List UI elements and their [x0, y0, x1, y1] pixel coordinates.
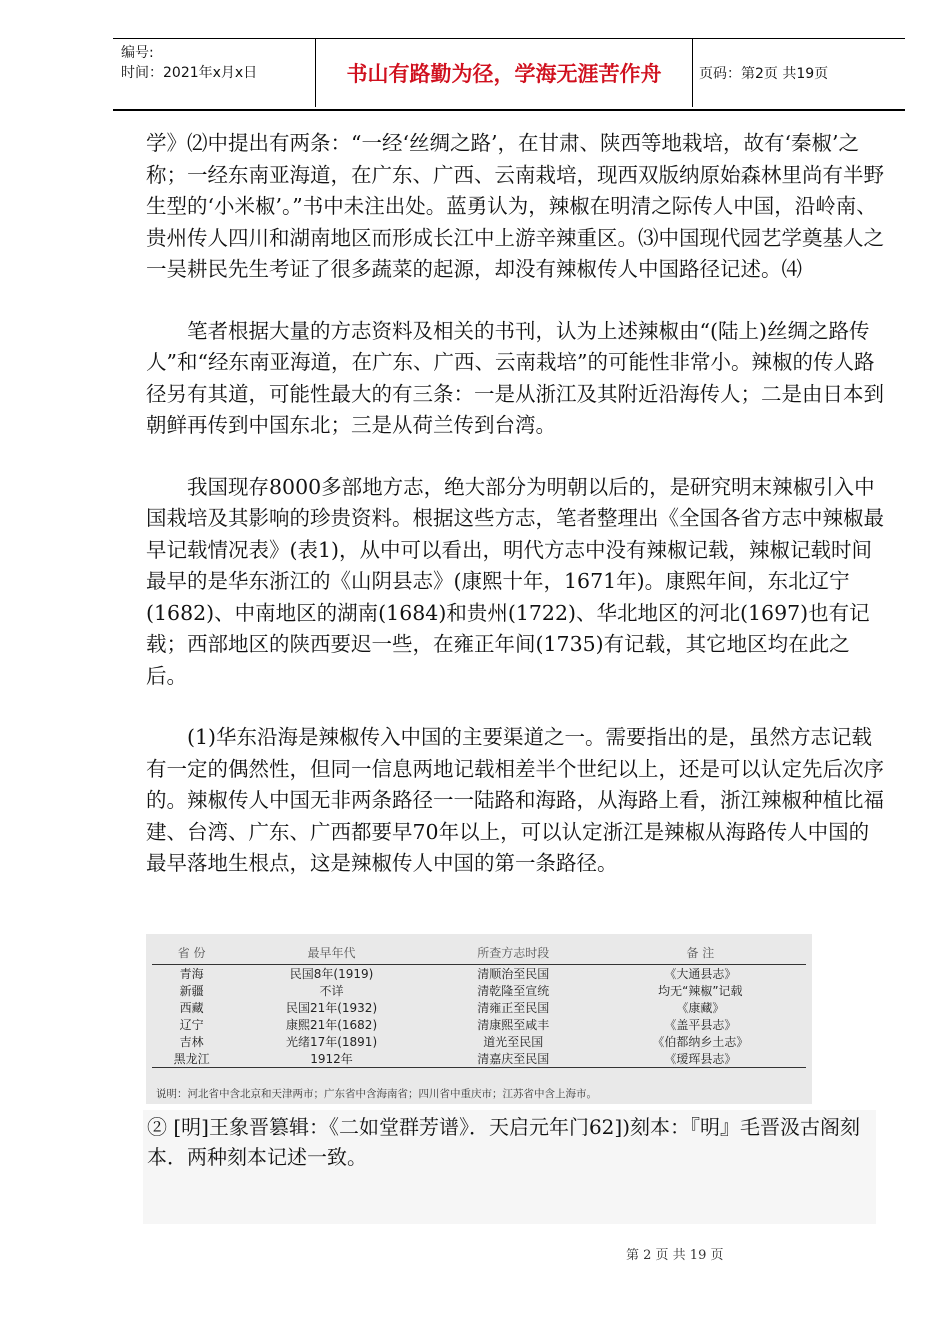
table-row	[152, 1050, 806, 1068]
table-cell: 辽宁	[179, 1018, 204, 1032]
paragraph: 笔者根据大量的方志资料及相关的书刊，认为上述辣椒由“(陆上)丝绸之路传人”和“经东南亚海道，在广东、广西、云南栽培”的可能性非常小。辣椒的传人路径另有其道，可能性最大的有三条：一是从浙江及其附近沿海传人；二是由日本到朝鲜再传到中国东北；三是从荷兰传到台湾。	[146, 318, 884, 437]
table-cell: 《大通县志》	[664, 967, 737, 981]
paragraph: 学》⑵中提出有两条：“一经‘丝绸之路’，在甘肃、陕西等地栽培，故有‘秦椒’之称；一经东南亚海道，在广东、广西、云南栽培，现西双版纳原始森林里尚有半野生型的‘小米椒’。”书中未注出处。蓝勇认为，辣椒在明清之际传人中国，沿岭南、贵州传人四川和湖南地区而形成长江中上游辛辣重区。⑶中国现代园艺学奠基人之一吴耕民先生考证了很多蔬菜的起源，却没有辣椒传人中国路径记述。⑷	[146, 131, 884, 281]
table-row	[152, 965, 806, 983]
footnote-box	[143, 1110, 876, 1224]
table-cell: 清康熙至咸丰	[477, 1018, 550, 1032]
table-header-cell: 备 注	[595, 940, 806, 965]
table-cell: 《盖平县志》	[664, 1018, 737, 1032]
page-footer: 第 2 页 共 19 页	[626, 1248, 724, 1263]
table-cell: 均无“辣椒”记载	[658, 984, 743, 998]
table-cell: 《瑷珲县志》	[595, 1050, 806, 1068]
table-header-cell: 所查方志时段	[432, 940, 595, 965]
table-header-cell: 最早年代	[231, 940, 432, 965]
body-text	[146, 128, 886, 910]
table-cell: 光绪17年(1891)	[285, 1035, 378, 1049]
table-cell: 清雍正至民国	[477, 1001, 550, 1015]
table-cell: 《伯都纳乡土志》	[652, 1035, 749, 1049]
paragraph: 我国现存8000多部地方志，绝大部分为明朝以后的，是研究明末辣椒引入中国栽培及其影响的珍贵资料。根据这些方志，笔者整理出《全国各省方志中辣椒最早记载情况表》(表1)，从中可以看出，明代方志中没有辣椒记载，辣椒记载时间最早的是华东浙江的《山阴县志》(康熙十年，1671年)。康熙年间，东北辽宁(1682)、中南地区的湖南(1684)和贵州(1722)、华北地区的河北(1697)也有记载；西部地区的陕西要迟一些，在雍正年间(1735)有记载，其它地区均在此之后。	[146, 474, 884, 688]
page-header	[113, 38, 905, 111]
data-table	[152, 940, 806, 1068]
table-row	[152, 982, 806, 999]
table-cell: 民国21年(1932)	[285, 1001, 378, 1015]
table-note: 说明：河北省中含北京和天津两市；广东省中含海南省；四川省中重庆市；江苏省中含上海市。	[156, 1088, 597, 1100]
table-row	[152, 1033, 806, 1050]
table-cell: 西藏	[179, 1001, 204, 1015]
table-header-row	[152, 940, 806, 965]
table-cell: 《康藏》	[676, 1001, 725, 1015]
table-cell: 吉林	[179, 1035, 204, 1049]
header-number: 编号:	[121, 45, 154, 61]
chili-record-table	[146, 934, 812, 1104]
table-cell: 青海	[179, 967, 204, 981]
header-motto: 书山有路勤为径，学海无涯苦作舟	[315, 39, 693, 107]
table-cell: 清顺治至民国	[477, 967, 550, 981]
header-time: 时间：2021年x月x日	[121, 65, 258, 81]
header-page-count: 页码：第2页 共19页	[699, 66, 829, 82]
footnote: ② [明]王象晋篡辑：《二如堂群芳谱》．天启元年门62])刻本：『明』毛晋汲古阁刻本．两种刻本记述一致。	[147, 1115, 861, 1169]
table-cell: 新疆	[179, 984, 204, 998]
table-cell: 不详	[319, 984, 344, 998]
table-cell: 民国8年(1919)	[289, 967, 374, 981]
table-header-cell: 省 份	[152, 940, 231, 965]
table-cell: 康熙21年(1682)	[285, 1018, 378, 1032]
table-cell: 清乾隆至宣统	[477, 984, 550, 998]
table-cell: 1912年	[231, 1050, 432, 1068]
header-meta	[121, 43, 316, 105]
paragraph: (1)华东沿海是辣椒传入中国的主要渠道之一。需要指出的是，虽然方志记载有一定的偶然性，但同一信息两地记载相差半个世纪以上，还是可以认定先后次序的。辣椒传人中国无非两条路径一一陆路和海路，从海路上看，浙江辣椒种植比福建、台湾、广东、广西都要早70年以上，可以认定浙江是辣椒从海路传人中国的最早落地生根点，这是辣椒传人中国的第一条路径。	[146, 725, 884, 875]
table-row	[152, 999, 806, 1016]
table-cell: 道光至民国	[483, 1035, 544, 1049]
table-row	[152, 1016, 806, 1033]
table-cell: 黑龙江	[152, 1050, 231, 1068]
table-cell: 清嘉庆至民国	[432, 1050, 595, 1068]
